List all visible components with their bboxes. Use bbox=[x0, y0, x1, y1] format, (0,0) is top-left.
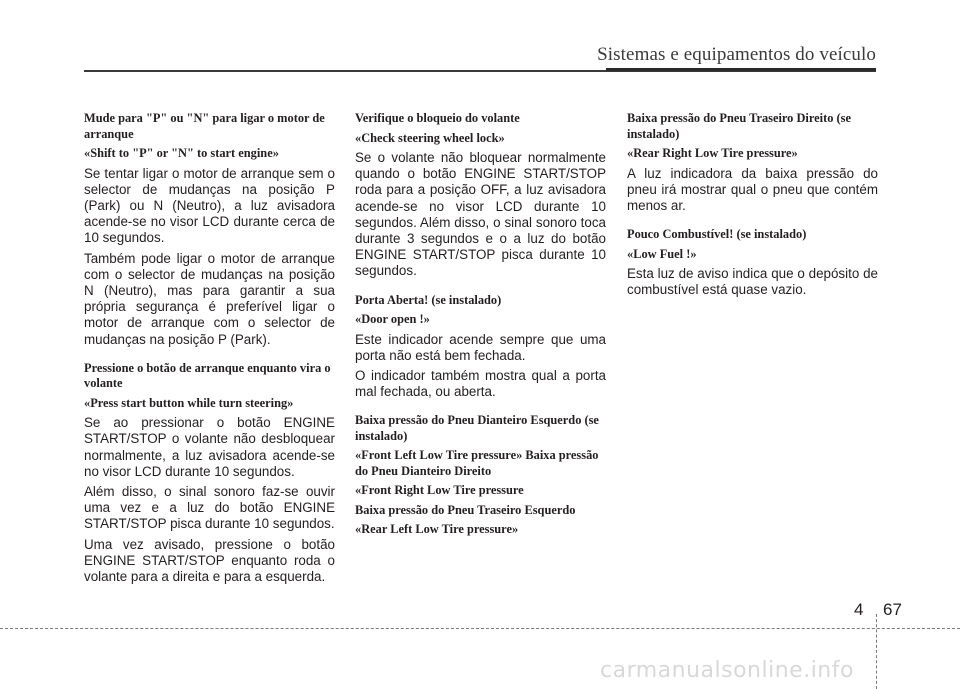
body-paragraph: Além disso, o sinal sonoro faz-se ouvir uma vez e a luz do botão ENGINE START/STOP pisca durante 10 segundos. bbox=[84, 484, 335, 532]
spacer bbox=[627, 218, 878, 227]
section-heading: Baixa pressão do Pneu Traseiro Direito (se instalado) bbox=[627, 111, 851, 141]
spacer bbox=[84, 352, 335, 361]
section-heading: Porta Aberta! (se instalado) bbox=[355, 292, 502, 307]
section-heading: «Front Left Low Tire pressure» Baixa pressão do Pneu Dianteiro Direito bbox=[355, 448, 599, 478]
body-paragraph: O indicador também mostra qual a porta mal fechada, ou aberta. bbox=[355, 368, 606, 400]
text-column-2 bbox=[355, 111, 606, 542]
section-heading: «Press start button while turn steering» bbox=[84, 395, 294, 410]
section-heading: Baixa pressão do Pneu Traseiro Esquerdo bbox=[355, 502, 576, 517]
section-heading: Pouco Combustível! (se instalado) bbox=[627, 227, 807, 242]
section-heading: «Door open !» bbox=[355, 312, 430, 327]
footer-divider bbox=[0, 628, 960, 629]
section-heading: «Rear Left Low Tire pressure» bbox=[355, 522, 519, 537]
body-paragraph: Se o volante não bloquear normalmente quando o botão ENGINE START/STOP roda para a posição OFF, a luz avisadora acende-se no visor LCD durante 10 segundos. Além disso, o sinal sonoro toca durante 3 segundos e o a luz do botão ENGINE START/STOP pisca durante 10 segundos. bbox=[355, 150, 606, 279]
text-column-3 bbox=[627, 111, 878, 303]
section-heading: Verifique o bloqueio do volante bbox=[355, 111, 520, 125]
section-title: Sistemas e equipamentos do veículo bbox=[597, 44, 876, 65]
body-paragraph: A luz indicadora da baixa pressão do pneu irá mostrar qual o pneu que contém menos ar. bbox=[627, 165, 878, 213]
section-heading: «Front Right Low Tire pressure bbox=[355, 483, 524, 498]
section-heading: «Rear Right Low Tire pressure» bbox=[627, 146, 798, 160]
section-heading: Pressione o botão de arranque enquanto vira o volante bbox=[84, 360, 331, 391]
body-paragraph: Uma vez avisado, pressione o botão ENGINE START/STOP enquanto roda o volante para a direita e para a esquerda. bbox=[84, 536, 335, 585]
text-column-1 bbox=[84, 111, 335, 589]
body-paragraph: Este indicador acende sempre que uma porta não está bem fechada. bbox=[355, 331, 606, 363]
watermark: carmanualsonline.info bbox=[600, 658, 854, 683]
chapter-number: 4 bbox=[854, 600, 864, 619]
body-paragraph: Também pode ligar o motor de arranque com o selector de mudanças na posição N (Neutro), mas para garantir a sua própria segurança é preferível ligar o motor de arranque com o selector de mudanças na posição P (Park). bbox=[84, 250, 335, 347]
section-heading: Baixa pressão do Pneu Dianteiro Esquerdo (se instalado) bbox=[355, 413, 599, 443]
section-heading: «Shift to "P" or "N" to start engine» bbox=[84, 146, 279, 160]
footer-vertical-divider bbox=[876, 614, 877, 689]
spacer bbox=[355, 404, 606, 413]
header-rule-accent bbox=[606, 68, 876, 71]
body-paragraph: Esta luz de aviso indica que o depósito de combustível está quase vazio. bbox=[627, 266, 878, 298]
section-heading: «Low Fuel !» bbox=[627, 246, 697, 261]
section-heading: Mude para "P" ou "N" para ligar o motor de arranque bbox=[84, 111, 325, 141]
spacer bbox=[355, 284, 606, 293]
page-number: 67 bbox=[883, 600, 902, 619]
body-paragraph: Se ao pressionar o botão ENGINE START/STOP o volante não desbloquear normalmente, a luz avisadora acende-se no visor LCD durante 10 segundos. bbox=[84, 415, 335, 479]
body-paragraph: Se tentar ligar o motor de arranque sem o selector de mudanças na posição P (Park) ou N (Neutro), a luz avisadora acende-se no visor LCD durante cerca de 10 segundos. bbox=[84, 165, 335, 246]
section-heading: «Check steering wheel lock» bbox=[355, 130, 505, 145]
